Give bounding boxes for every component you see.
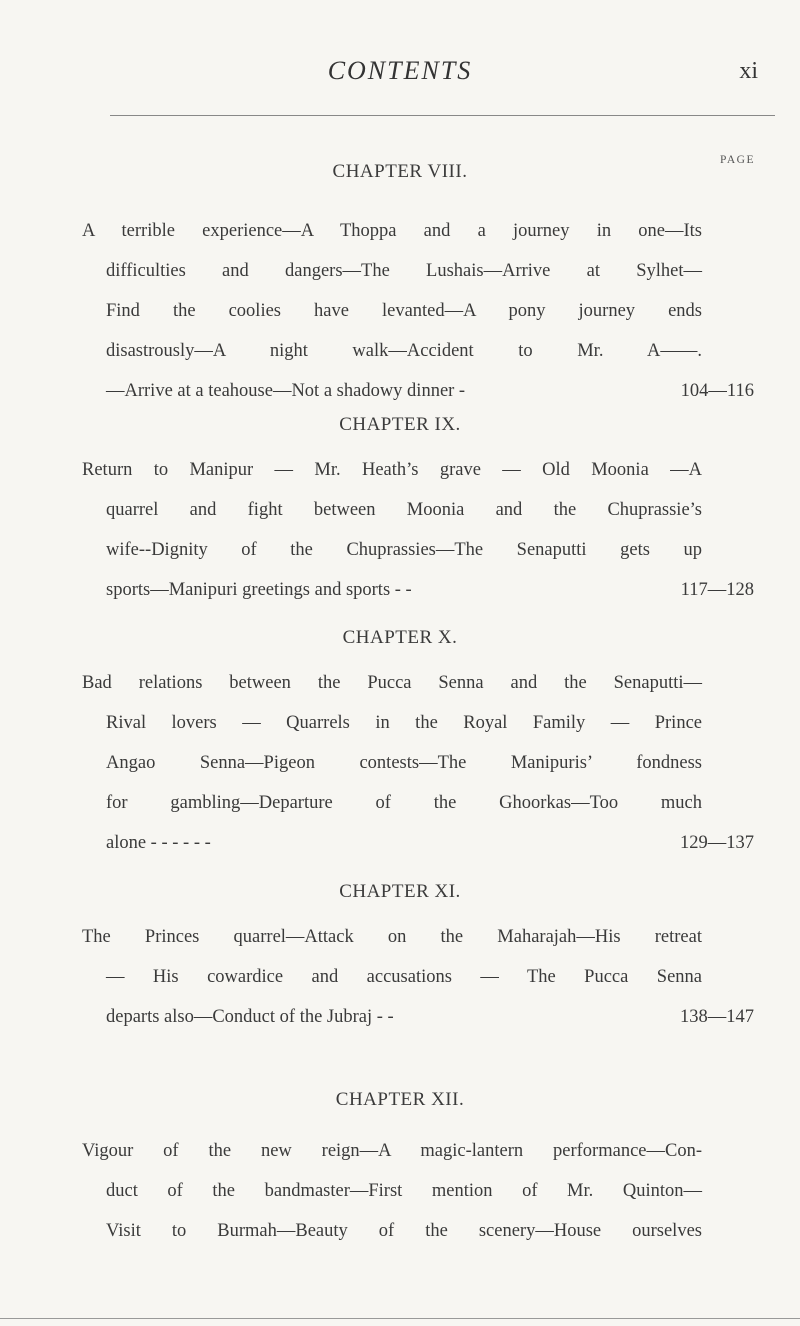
summary-line: The Princes quarrel—Attack on the Maharajah—His retreat xyxy=(82,927,702,947)
chapter-heading: CHAPTER VIII. xyxy=(332,161,468,182)
summary-line: Return to Manipur — Mr. Heath’s grave — Old Moonia —A xyxy=(82,460,702,480)
chapter-summary xyxy=(0,663,800,863)
chapter-entry-xii xyxy=(0,1080,800,1251)
summary-line: Visit to Burmah—Beauty of the scenery—House ourselves xyxy=(106,1221,702,1241)
summary-line: quarrel and fight between Moonia and the Chuprassie’s xyxy=(106,500,702,520)
chapter-summary xyxy=(0,917,800,1037)
page-range: 117—128 xyxy=(680,580,754,600)
running-head-title: CONTENTS xyxy=(327,56,473,85)
summary-line-last xyxy=(0,823,800,863)
page-edge xyxy=(0,1318,800,1319)
summary-line: Find the coolies have levanted—A pony journey ends xyxy=(106,301,702,321)
chapter-entry-viii xyxy=(0,152,800,411)
page-range: 138—147 xyxy=(680,1007,754,1027)
chapter-entry-ix xyxy=(0,405,800,610)
chapter-entry-x xyxy=(0,618,800,863)
chapter-heading: CHAPTER X. xyxy=(342,627,458,648)
chapter-summary xyxy=(0,1131,800,1251)
page-column-label: PAGE xyxy=(720,154,755,166)
summary-line-text: —Arrive at a teahouse—Not a shadowy dinner - xyxy=(106,381,466,401)
summary-line: for gambling—Departure of the Ghoorkas—Too much xyxy=(106,793,702,813)
summary-line: wife--Dignity of the Chuprassies—The Senaputti gets up xyxy=(106,540,702,560)
summary-line: Bad relations between the Pucca Senna and the Senaputti— xyxy=(82,673,702,693)
chapter-heading: CHAPTER XI. xyxy=(339,881,461,902)
chapter-heading: CHAPTER XII. xyxy=(335,1089,465,1110)
chapter-summary xyxy=(0,450,800,610)
summary-line-text: sports—Manipuri greetings and sports - - xyxy=(106,580,412,600)
summary-line-last xyxy=(0,570,800,610)
summary-line: disastrously—A night walk—Accident to Mr. A——. xyxy=(106,341,702,361)
page-number: xi xyxy=(739,58,758,84)
summary-line-last xyxy=(0,997,800,1037)
summary-line-text: departs also—Conduct of the Jubraj - - xyxy=(106,1007,394,1027)
summary-line: duct of the bandmaster—First mention of Mr. Quinton— xyxy=(106,1181,702,1201)
chapter-summary xyxy=(0,211,800,411)
summary-line: A terrible experience—A Thoppa and a journey in one—Its xyxy=(82,221,702,241)
summary-line: Rival lovers — Quarrels in the Royal Family — Prince xyxy=(106,713,702,733)
summary-line-text: alone - - - - - - xyxy=(106,833,211,853)
page-range: 129—137 xyxy=(680,833,754,853)
running-head xyxy=(0,56,800,96)
chapter-heading: CHAPTER IX. xyxy=(339,414,461,435)
summary-line: difficulties and dangers—The Lushais—Arrive at Sylhet— xyxy=(106,261,702,281)
page-range: 104—116 xyxy=(680,381,754,401)
chapter-entry-xi xyxy=(0,872,800,1037)
summary-line: Angao Senna—Pigeon contests—The Manipuris’ fondness xyxy=(106,753,702,773)
header-rule xyxy=(110,115,775,116)
summary-line: Vigour of the new reign—A magic-lantern performance—Con- xyxy=(82,1141,702,1161)
summary-line: — His cowardice and accusations — The Pucca Senna xyxy=(106,967,702,987)
